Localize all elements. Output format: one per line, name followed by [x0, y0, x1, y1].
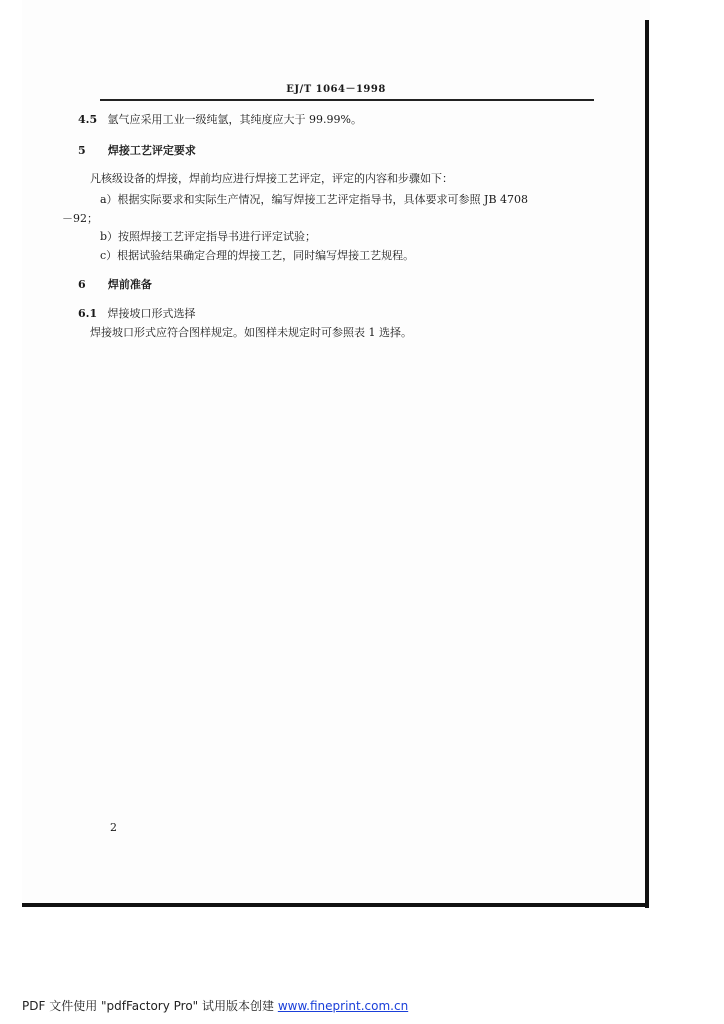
- page-edge-right: [645, 20, 649, 908]
- section-5-heading: [78, 144, 196, 158]
- item-a-line1: a）根据实际要求和实际生产情况，编写焊接工艺评定指导书，具体要求可参照 JB 4708: [100, 193, 529, 206]
- section-title: 焊接工艺评定要求: [107, 144, 196, 157]
- footer-text: PDF 文件使用 "pdfFactory Pro" 试用版本创建: [22, 999, 278, 1013]
- item-c: c）根据试验结果确定合理的焊接工艺，同时编写焊接工艺规程。: [100, 249, 415, 262]
- section-6-1-text: 焊接坡口形式应符合图样规定。如图样未规定时可参照表 1 选择。: [90, 326, 412, 339]
- section-6-1-heading: [78, 307, 196, 321]
- item-a-line2: －92；: [62, 212, 98, 225]
- section-4-5: [78, 113, 362, 127]
- section-5-intro: 凡核级设备的焊接，焊前均应进行焊接工艺评定，评定的内容和步骤如下：: [90, 172, 453, 185]
- section-text: 氩气应采用工业一级纯氩，其纯度应大于 99.99%。: [107, 113, 362, 126]
- section-title: 焊接坡口形式选择: [107, 307, 196, 320]
- page-number: 2: [110, 821, 117, 834]
- header-rule: [100, 99, 594, 101]
- section-number: 6: [78, 278, 86, 291]
- footer-link[interactable]: www.fineprint.com.cn: [277, 999, 409, 1013]
- section-number: 4.5: [78, 113, 98, 126]
- pdf-footer: [22, 997, 408, 1014]
- section-number: 5: [78, 144, 86, 157]
- section-6-heading: [78, 278, 152, 292]
- page-edge-bottom: [22, 903, 649, 907]
- document-page: [22, 0, 650, 906]
- section-number: 6.1: [78, 307, 98, 320]
- document-header: EJ/T 1064－1998: [286, 84, 386, 95]
- item-b: b）按照焊接工艺评定指导书进行评定试验；: [100, 230, 317, 243]
- section-title: 焊前准备: [107, 278, 152, 291]
